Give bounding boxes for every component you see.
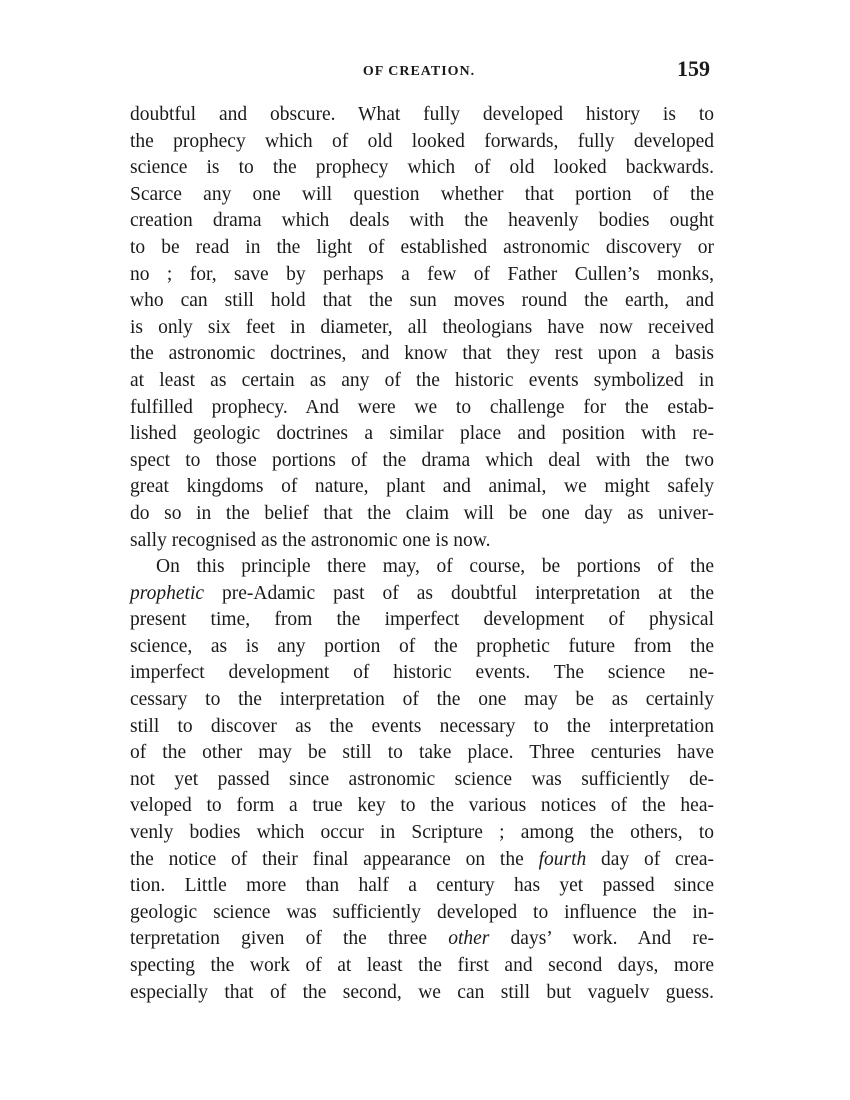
text-line: who can still hold that the sun moves round the earth, and [130, 290, 714, 312]
text-line: do so in the belief that the claim will be one day as univer- [130, 502, 714, 524]
text-segment: terpretation given of the three [130, 928, 449, 950]
text-line: the astronomic doctrines, and know that they rest upon a basis [130, 343, 714, 365]
text-segment: day of crea- [586, 848, 714, 870]
text-line: at least as certain as any of the historic events symbolized in [130, 369, 714, 391]
text-segment: pre-Adamic past of as doubtful interpretation at the [204, 582, 714, 604]
text-line: present time, from the imperfect development of physical [130, 609, 714, 631]
text-line: geologic science was sufficiently developed to influence the in- [130, 901, 714, 923]
text-line: veloped to form a true key to the various notices of the hea- [130, 795, 714, 817]
text-line: the prophecy which of old looked forwards, fully developed [130, 130, 714, 152]
italic-word: fourth [538, 848, 587, 870]
text-line: science, as is any portion of the prophetic future from the [130, 635, 714, 657]
text-line: still to discover as the events necessary to the interpretation [130, 715, 714, 737]
text-line: fulfilled prophecy. And were we to challenge for the estab- [130, 396, 714, 418]
text-line [130, 581, 714, 608]
text-line: doubtful and obscure. What fully developed history is to [130, 104, 714, 125]
text-line: cessary to the interpretation of the one may be as certainly [130, 689, 714, 711]
text-line: not yet passed since astronomic science was sufficiently de- [130, 768, 714, 790]
text-segment: days’ work. And re- [489, 928, 715, 950]
text-line: especially that of the second, we can still but vaguelv guess. [130, 981, 714, 1003]
text-line [130, 926, 714, 953]
text-line: spect to those portions of the drama which deal with the two [130, 449, 714, 471]
text-line: creation drama which deals with the heavenly bodies ought [130, 210, 714, 232]
text-line: to be read in the light of established astronomic discovery or [130, 236, 714, 258]
text-line: imperfect development of historic events. The science ne- [130, 662, 714, 684]
italic-word: other [448, 928, 490, 950]
text-line: tion. Little more than half a century has yet passed since [130, 875, 714, 897]
text-line: venly bodies which occur in Scripture ; among the others, to [130, 822, 714, 844]
text-line: science is to the prophecy which of old looked backwards. [130, 157, 714, 179]
body-text [130, 102, 714, 1006]
italic-word: prophetic [130, 582, 205, 604]
text-line: no ; for, save by perhaps a few of Father Cullen’s monks, [130, 263, 714, 285]
text-line: great kingdoms of nature, plant and animal, we might safely [130, 476, 714, 498]
page-header [128, 56, 710, 86]
paragraph-last-line: sally recognised as the astronomic one is now. [130, 529, 491, 551]
paragraph-first-line: On this principle there may, of course, be portions of the [156, 556, 714, 578]
running-head: OF CREATION. [362, 64, 476, 79]
text-line [130, 847, 714, 874]
text-line: is only six feet in diameter, all theologians have now received [130, 316, 714, 338]
text-line: specting the work of at least the first and second days, more [130, 955, 714, 976]
page-number: 159 [677, 56, 710, 81]
text-line: of the other may be still to take place. Three centuries have [130, 742, 714, 764]
text-line: lished geologic doctrines a similar place and position with re- [130, 423, 714, 445]
text-line: Scarce any one will question whether that portion of the [130, 183, 714, 205]
text-segment: the notice of their final appearance on the [130, 848, 539, 870]
